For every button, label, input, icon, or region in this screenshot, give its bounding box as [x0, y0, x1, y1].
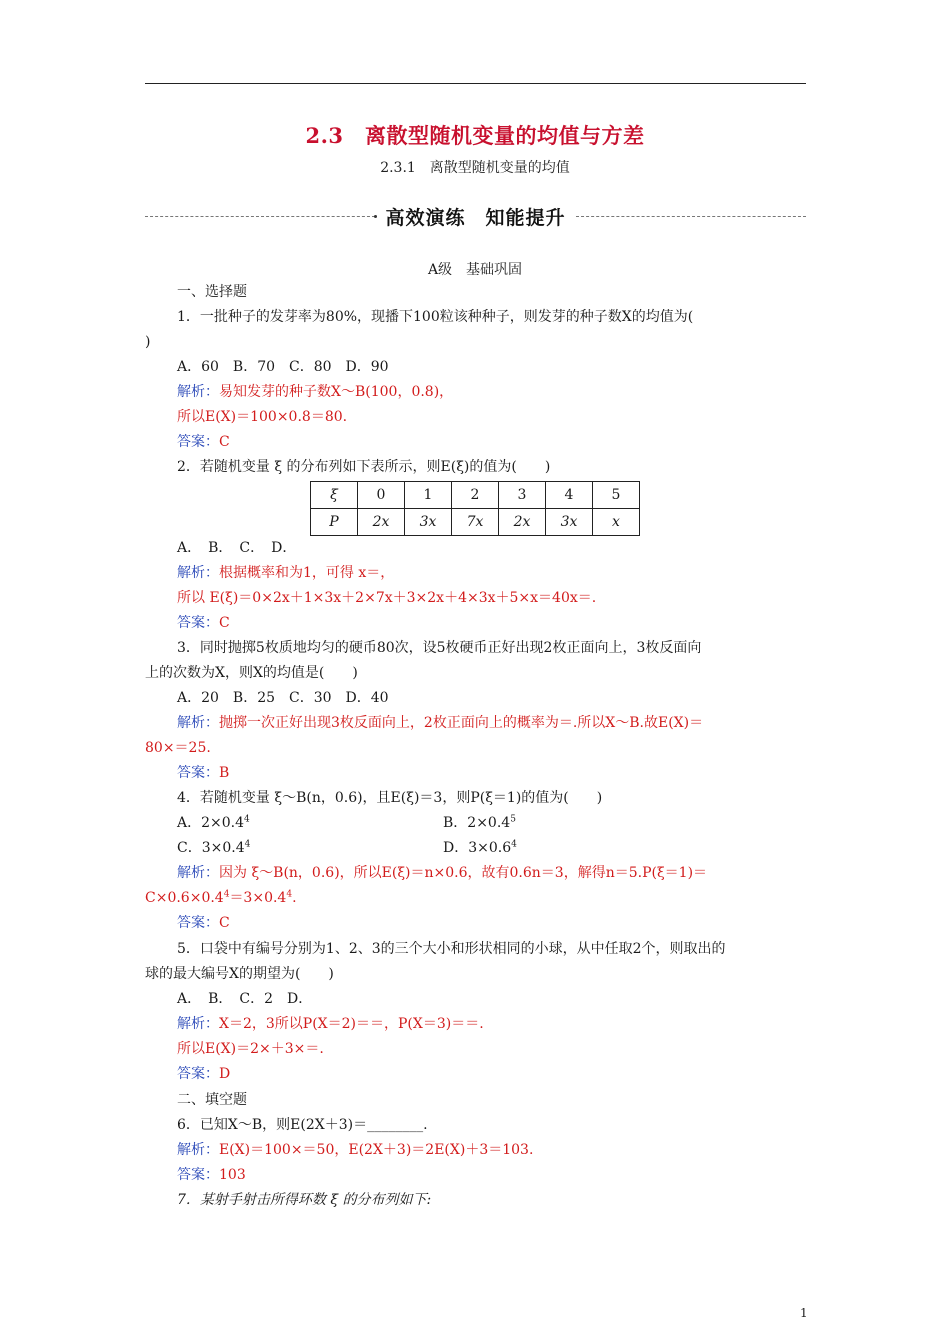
- q3-solution-label: 解析：: [177, 715, 219, 731]
- q6-solution-text: E(X)＝100×＝50，E(2X＋3)＝2E(X)＋3＝103.: [219, 1142, 534, 1158]
- q3-solution-cont: 80×＝25.: [145, 740, 211, 756]
- q4-solution-cont: [145, 888, 297, 908]
- q5-stem-cont: 球的最大编号X的期望为( ): [145, 966, 334, 982]
- table-cell: 2: [452, 482, 499, 509]
- q2-answer-label: 答案：: [177, 615, 219, 631]
- q1-options: A．60 B．70 C．80 D．90: [177, 359, 389, 375]
- q4-option-c: [177, 838, 250, 858]
- q2-solution-label: 解析：: [177, 565, 219, 581]
- q4-solution-exponent2: 4: [286, 889, 293, 900]
- q6-answer-label: 答案：: [177, 1167, 219, 1183]
- q3-options: A．20 B．25 C．30 D．40: [177, 690, 389, 706]
- q6-answer: [177, 1165, 246, 1185]
- q4-option-a-exponent: 4: [244, 814, 250, 825]
- q2-distribution-table: [310, 481, 640, 536]
- table-cell: ξ: [311, 482, 358, 509]
- q6-stem: 6．已知X～B，则E(2X＋3)＝________.: [177, 1117, 428, 1133]
- q4-option-c-exponent: 4: [244, 839, 251, 850]
- table-cell: 0: [358, 482, 405, 509]
- table-cell: 2x: [358, 509, 405, 536]
- q3-stem-cont: 上的次数为X，则X的均值是( ): [145, 665, 358, 681]
- q4-option-b-exponent: 5: [510, 814, 516, 825]
- q2-options: A． B． C． D．: [177, 540, 297, 556]
- q4-option-d-exponent: 4: [511, 839, 517, 850]
- q1-answer-value: C: [219, 434, 230, 450]
- q4-option-a-text: A．2×0.4: [177, 815, 245, 831]
- q4-solution-label: 解析：: [177, 865, 219, 881]
- q2-stem: 2．若随机变量 ξ 的分布列如下表所示，则E(ξ)的值为( ): [177, 459, 551, 475]
- q1-answer-label: 答案：: [177, 434, 219, 450]
- q6-solution-label: 解析：: [177, 1142, 219, 1158]
- q6-answer-value: 103: [219, 1167, 246, 1183]
- q4-solution-part3: .: [292, 890, 297, 906]
- q3-answer-label: 答案：: [177, 765, 219, 781]
- table-cell: 2x: [499, 509, 546, 536]
- q2-answer: [177, 613, 230, 633]
- q1-stem-cont: ): [145, 334, 151, 350]
- q1-solution-text: 易知发芽的种子数X～B(100，0.8)，: [219, 384, 454, 400]
- page-title: 2.3 离散型随机变量的均值与方差: [305, 123, 645, 148]
- q4-option-b-text: B．2×0.4: [443, 815, 511, 831]
- q4-option-b: [443, 813, 516, 833]
- q2-solution: [177, 563, 394, 583]
- q2-solution-text: 根据概率和为1，可得 x＝，: [219, 565, 395, 581]
- q5-answer-label: 答案：: [177, 1066, 219, 1082]
- q5-solution-text: X＝2，3所以P(X＝2)＝＝，P(X＝3)＝＝.: [219, 1016, 484, 1032]
- q3-answer-value: B: [219, 765, 230, 781]
- q1-solution-label: 解析：: [177, 384, 219, 400]
- table-cell: 3x: [546, 509, 593, 536]
- page-subtitle: 2.3.1 离散型随机变量的均值: [380, 160, 570, 176]
- q3-solution: [177, 713, 703, 733]
- table-row: [311, 482, 640, 509]
- section-banner: [145, 200, 806, 230]
- q5-options: A． B． C．2 D．: [177, 991, 313, 1007]
- q5-answer-value: D: [219, 1066, 231, 1082]
- q5-solution-cont: 所以E(X)＝2×＋3×＝.: [177, 1041, 324, 1057]
- table-cell: 5: [593, 482, 640, 509]
- q3-solution-text: 抛掷一次正好出现3枚反面向上，2枚正面向上的概率为＝.所以X～B.故E(X)＝: [219, 715, 704, 731]
- section-heading-choice: 一、选择题: [177, 284, 247, 300]
- q1-solution: [177, 382, 453, 402]
- q5-solution-label: 解析：: [177, 1016, 219, 1032]
- section-heading-fill: 二、填空题: [177, 1092, 247, 1108]
- banner-text: 高效演练 知能提升: [385, 207, 566, 229]
- q1-stem: 1．一批种子的发芽率为80%，现播下100粒该种种子，则发芽的种子数X的均值为(: [177, 309, 694, 325]
- q4-stem: 4．若随机变量 ξ～B(n，0.6)，且E(ξ)＝3，则P(ξ＝1)的值为( ): [177, 790, 603, 806]
- q4-option-d: [443, 838, 517, 858]
- q6-solution: [177, 1140, 533, 1160]
- q4-solution-part2: ＝3×0.4: [229, 890, 287, 906]
- q4-option-a: [177, 813, 250, 833]
- q2-solution-cont: 所以 E(ξ)＝0×2x＋1×3x＋2×7x＋3×2x＋4×3x＋5×x＝40x＝.: [177, 590, 597, 606]
- q4-solution-exponent1: 4: [223, 889, 230, 900]
- q4-answer: [177, 913, 230, 933]
- table-cell: 3: [499, 482, 546, 509]
- q2-answer-value: C: [219, 615, 230, 631]
- table-row: [311, 509, 640, 536]
- table-cell: P: [311, 509, 358, 536]
- q4-solution: [177, 863, 707, 883]
- q1-answer: [177, 432, 230, 452]
- header-rule: [145, 83, 806, 84]
- q1-solution-cont: 所以E(X)＝100×0.8＝80.: [177, 409, 348, 425]
- level-heading: A级 基础巩固: [427, 262, 523, 278]
- q3-answer: [177, 763, 229, 783]
- q3-stem: 3．同时抛掷5枚质地均匀的硬币80次，设5枚硬币正好出现2枚正面向上，3枚反面向: [177, 640, 702, 656]
- table-cell: 7x: [452, 509, 499, 536]
- q4-option-c-text: C．3×0.4: [177, 840, 245, 856]
- table-cell: 3x: [405, 509, 452, 536]
- table-cell: 4: [546, 482, 593, 509]
- table-cell: x: [593, 509, 640, 536]
- q7-stem: 7．某射手射击所得环数 ξ 的分布列如下:: [177, 1192, 432, 1208]
- q4-option-d-text: D．3×0.6: [443, 840, 512, 856]
- q5-answer: [177, 1064, 230, 1084]
- q5-solution: [177, 1014, 484, 1034]
- q5-stem: 5．口袋中有编号分别为1、2、3的三个大小和形状相同的小球，从中任取2个，则取出的: [177, 941, 726, 957]
- q4-answer-label: 答案：: [177, 915, 219, 931]
- table-cell: 1: [405, 482, 452, 509]
- page-number: 1: [800, 1306, 808, 1320]
- q4-solution-text: 因为 ξ～B(n，0.6)，所以E(ξ)＝n×0.6，故有0.6n＝3，解得n＝5.P(ξ＝1)＝: [219, 865, 708, 881]
- q4-solution-part1: C×0.6×0.4: [145, 890, 224, 906]
- q4-answer-value: C: [219, 915, 230, 931]
